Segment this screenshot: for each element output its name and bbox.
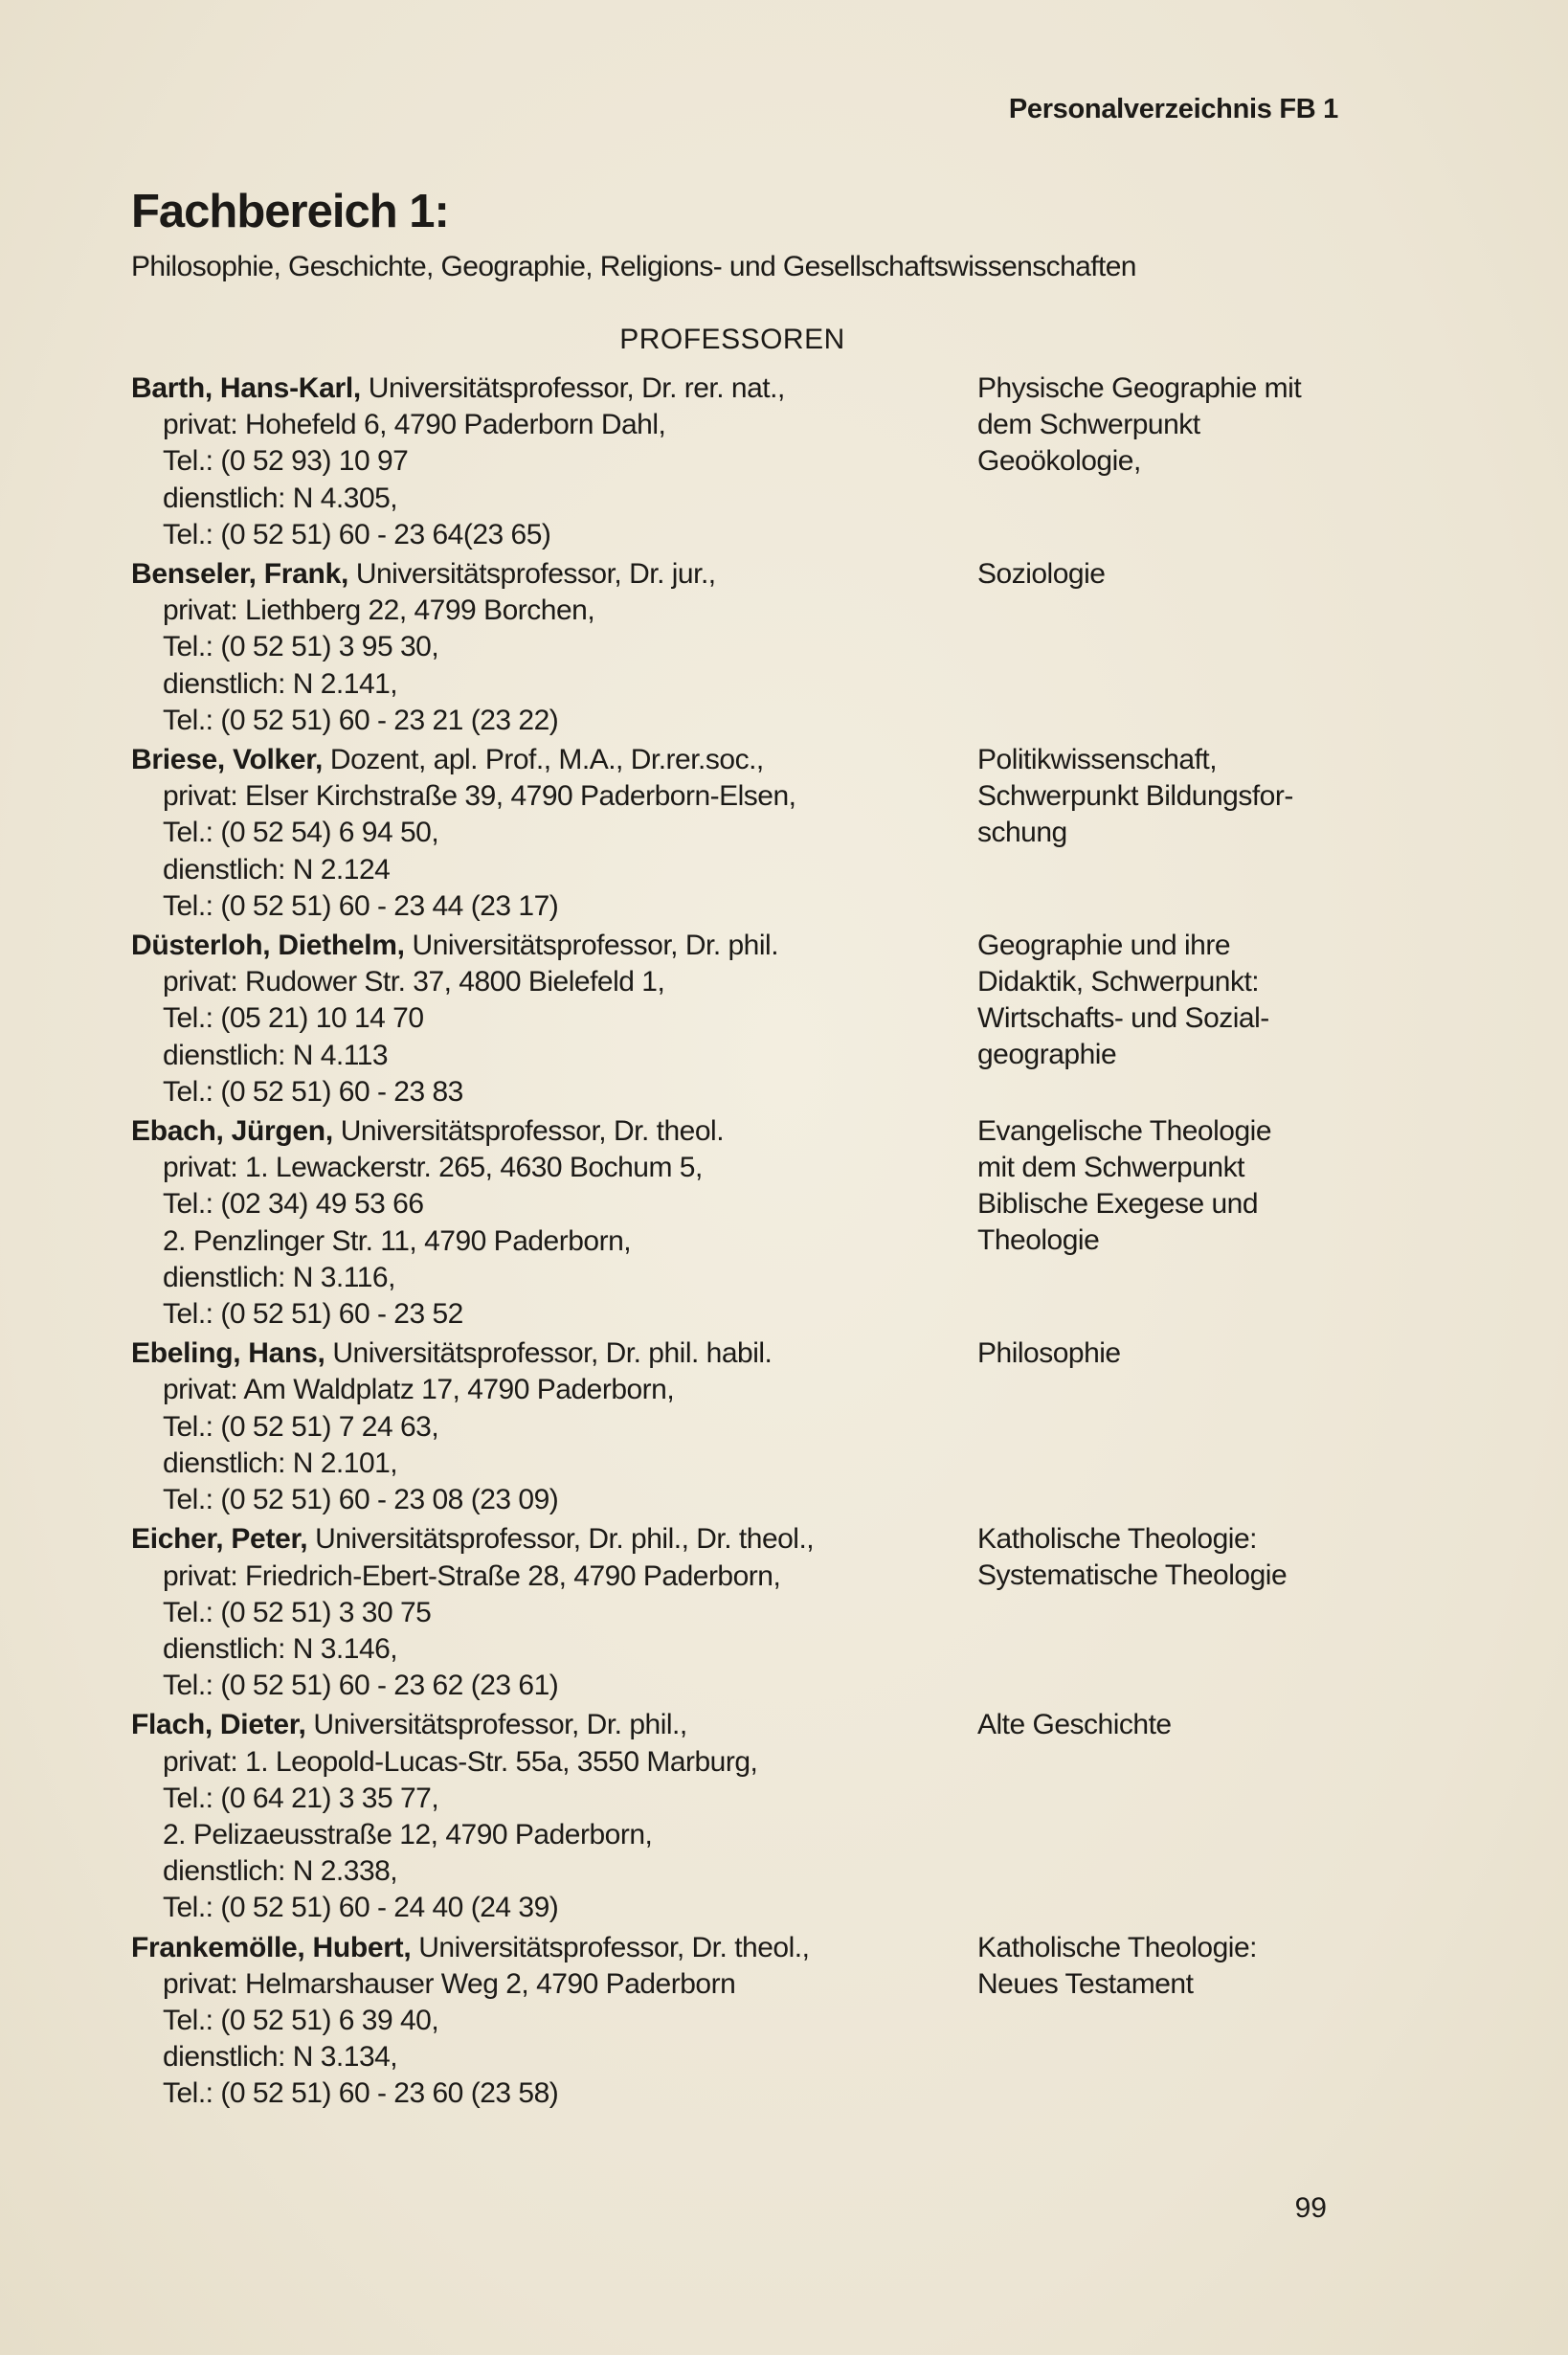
- detail-line: Tel.: (0 52 54) 6 94 50,: [163, 817, 439, 849]
- field-line: Schwerpunkt Bildungsfor-: [977, 780, 1293, 813]
- field-line: dem Schwerpunkt: [977, 409, 1200, 440]
- detail-line: privat: 1. Leopold-Lucas-Str. 55a, 3550 Marburg,: [163, 1745, 758, 1778]
- detail-line: Tel.: (0 52 51) 60 - 23 64(23 65): [163, 518, 551, 550]
- field-of-study: [977, 1930, 1404, 2113]
- personnel-list: [131, 370, 1404, 2116]
- list-item: [131, 556, 1404, 739]
- field-line: Geoökologie,: [977, 445, 1141, 477]
- list-item: [131, 1930, 1404, 2113]
- person-title: Universitätsprofessor, Dr. phil. habil.: [325, 1337, 773, 1370]
- person-title: Universitätsprofessor, Dr. theol.: [332, 1115, 725, 1148]
- person-name: Flach, Dieter,: [131, 1709, 306, 1741]
- person-title: Universitätsprofessor, Dr. rer. nat.,: [360, 372, 785, 404]
- field-line: Wirtschafts- und Sozial-: [977, 1002, 1269, 1035]
- entry-heading-line: [131, 742, 977, 778]
- field-line: Theologie: [977, 1224, 1100, 1257]
- detail-line: privat: Hohefeld 6, 4790 Paderborn Dahl,: [163, 409, 666, 441]
- field-line: schung: [977, 817, 1067, 849]
- field-of-study: [977, 1113, 1404, 1333]
- field-of-study: [977, 742, 1404, 925]
- person-name: Ebeling, Hans,: [131, 1337, 325, 1370]
- entry-details: [131, 1707, 977, 1926]
- detail-line: Tel.: (0 52 51) 60 - 23 83: [163, 1075, 463, 1108]
- detail-line: privat: Elser Kirchstraße 39, 4790 Paderborn-Elsen,: [163, 780, 796, 813]
- entry-heading-line: [131, 1930, 977, 1966]
- list-item: [131, 1707, 1404, 1926]
- entry-heading-line: [131, 556, 977, 593]
- entry-details: [131, 556, 977, 739]
- entry-heading-line: [131, 1521, 977, 1558]
- person-title: Universitätsprofessor, Dr. theol.,: [411, 1931, 810, 1963]
- detail-line: Tel.: (0 52 51) 3 95 30,: [163, 631, 439, 663]
- list-item: [131, 1335, 1404, 1518]
- field-line: Politikwissenschaft,: [977, 744, 1218, 776]
- detail-line: privat: Am Waldplatz 17, 4790 Paderborn,: [163, 1374, 675, 1406]
- list-item: [131, 1113, 1404, 1333]
- list-item: [131, 742, 1404, 925]
- detail-line: privat: 1. Lewackerstr. 265, 4630 Bochum 5,: [163, 1152, 703, 1184]
- detail-line: 2. Pelizaeusstraße 12, 4790 Paderborn,: [163, 1818, 653, 1850]
- field-line: Philosophie: [977, 1337, 1121, 1370]
- detail-line: privat: Liethberg 22, 4799 Borchen,: [163, 594, 595, 627]
- person-title: Universitätsprofessor, Dr. jur.,: [347, 558, 716, 591]
- person-title: Universitätsprofessor, Dr. phil.,: [305, 1709, 687, 1741]
- field-line: Katholische Theologie:: [977, 1523, 1257, 1556]
- field-line: Neues Testament: [977, 1967, 1194, 2000]
- detail-line: dienstlich: N 3.116,: [163, 1261, 395, 1293]
- detail-line: Tel.: (0 52 51) 60 - 23 44 (23 17): [163, 889, 559, 922]
- detail-line: dienstlich: N 4.113: [163, 1039, 389, 1071]
- detail-line: Tel.: (0 52 51) 60 - 23 62 (23 61): [163, 1670, 559, 1702]
- running-header: Personalverzeichnis FB 1: [1008, 94, 1338, 124]
- detail-line: privat: Friedrich-Ebert-Straße 28, 4790 Paderborn,: [163, 1559, 781, 1592]
- detail-line: privat: Helmarshauser Weg 2, 4790 Paderborn: [163, 1967, 736, 2000]
- entry-details: [131, 1930, 977, 2113]
- field-of-study: [977, 1521, 1404, 1704]
- field-line: Biblische Exegese und: [977, 1188, 1259, 1221]
- detail-line: dienstlich: N 3.134,: [163, 2041, 398, 2074]
- field-line: Alte Geschichte: [977, 1709, 1172, 1741]
- page-subtitle: Philosophie, Geschichte, Geographie, Religions- und Gesellschaftswissenschaften: [131, 251, 1136, 282]
- entry-heading-line: [131, 928, 977, 964]
- field-of-study: [977, 556, 1404, 739]
- detail-line: privat: Rudower Str. 37, 4800 Bielefeld 1,: [163, 966, 665, 998]
- detail-line: Tel.: (0 52 51) 7 24 63,: [163, 1410, 439, 1443]
- field-line: Systematische Theologie: [977, 1559, 1288, 1592]
- field-of-study: [977, 370, 1404, 553]
- field-line: Didaktik, Schwerpunkt:: [977, 966, 1260, 998]
- detail-line: Tel.: (0 64 21) 3 35 77,: [163, 1782, 439, 1814]
- list-item: [131, 370, 1404, 553]
- field-line: geographie: [977, 1039, 1117, 1071]
- detail-line: Tel.: (0 52 51) 60 - 24 40 (24 39): [163, 1892, 559, 1924]
- person-title: Dozent, apl. Prof., M.A., Dr.rer.soc.,: [323, 744, 764, 776]
- field-line: Physische Geographie mit: [977, 372, 1302, 404]
- entry-details: [131, 1335, 977, 1518]
- detail-line: Tel.: (0 52 51) 6 39 40,: [163, 2004, 439, 2036]
- list-item: [131, 1521, 1404, 1704]
- entry-details: [131, 370, 977, 553]
- person-name: Ebach, Jürgen,: [131, 1115, 333, 1148]
- person-name: Eicher, Peter,: [131, 1523, 308, 1556]
- entry-heading-line: [131, 1335, 977, 1372]
- field-line: Geographie und ihre: [977, 930, 1231, 962]
- entry-heading-line: [131, 1113, 977, 1150]
- person-title: Universitätsprofessor, Dr. phil., Dr. theol.,: [307, 1523, 815, 1556]
- detail-line: dienstlich: N 2.101,: [163, 1447, 398, 1479]
- list-item: [131, 928, 1404, 1110]
- person-name: Benseler, Frank,: [131, 558, 348, 591]
- field-of-study: [977, 928, 1404, 1110]
- detail-line: dienstlich: N 4.305,: [163, 482, 398, 514]
- person-name: Barth, Hans-Karl,: [131, 372, 361, 404]
- field-line: Soziologie: [977, 558, 1106, 591]
- person-name: Düsterloh, Diethelm,: [131, 930, 405, 962]
- detail-line: Tel.: (0 52 51) 60 - 23 52: [163, 1298, 463, 1331]
- entry-heading-line: [131, 1707, 977, 1743]
- entry-details: [131, 928, 977, 1110]
- detail-line: Tel.: (05 21) 10 14 70: [163, 1002, 424, 1035]
- page-number: 99: [1294, 2192, 1327, 2224]
- detail-line: Tel.: (0 52 51) 60 - 23 08 (23 09): [163, 1484, 559, 1516]
- person-title: Universitätsprofessor, Dr. phil.: [404, 930, 779, 962]
- person-name: Frankemölle, Hubert,: [131, 1931, 412, 1963]
- entry-details: [131, 1113, 977, 1333]
- detail-line: dienstlich: N 3.146,: [163, 1632, 398, 1665]
- detail-line: Tel.: (0 52 51) 60 - 23 21 (23 22): [163, 704, 559, 736]
- detail-line: dienstlich: N 2.141,: [163, 667, 398, 700]
- field-of-study: [977, 1707, 1404, 1926]
- detail-line: dienstlich: N 2.338,: [163, 1855, 398, 1888]
- detail-line: dienstlich: N 2.124: [163, 853, 391, 886]
- field-line: mit dem Schwerpunkt: [977, 1152, 1244, 1184]
- detail-line: Tel.: (02 34) 49 53 66: [163, 1188, 424, 1221]
- detail-line: Tel.: (0 52 93) 10 97: [163, 445, 409, 478]
- detail-line: Tel.: (0 52 51) 60 - 23 60 (23 58): [163, 2077, 559, 2110]
- entry-details: [131, 742, 977, 925]
- detail-line: 2. Penzlinger Str. 11, 4790 Paderborn,: [163, 1224, 632, 1257]
- field-line: Evangelische Theologie: [977, 1115, 1272, 1148]
- field-of-study: [977, 1335, 1404, 1518]
- detail-line: Tel.: (0 52 51) 3 30 75: [163, 1596, 432, 1628]
- field-line: Katholische Theologie:: [977, 1931, 1257, 1963]
- page-title: Fachbereich 1:: [131, 186, 449, 237]
- entry-heading-line: [131, 370, 977, 407]
- section-heading: PROFESSOREN: [619, 324, 845, 355]
- person-name: Briese, Volker,: [131, 744, 324, 776]
- entry-details: [131, 1521, 977, 1704]
